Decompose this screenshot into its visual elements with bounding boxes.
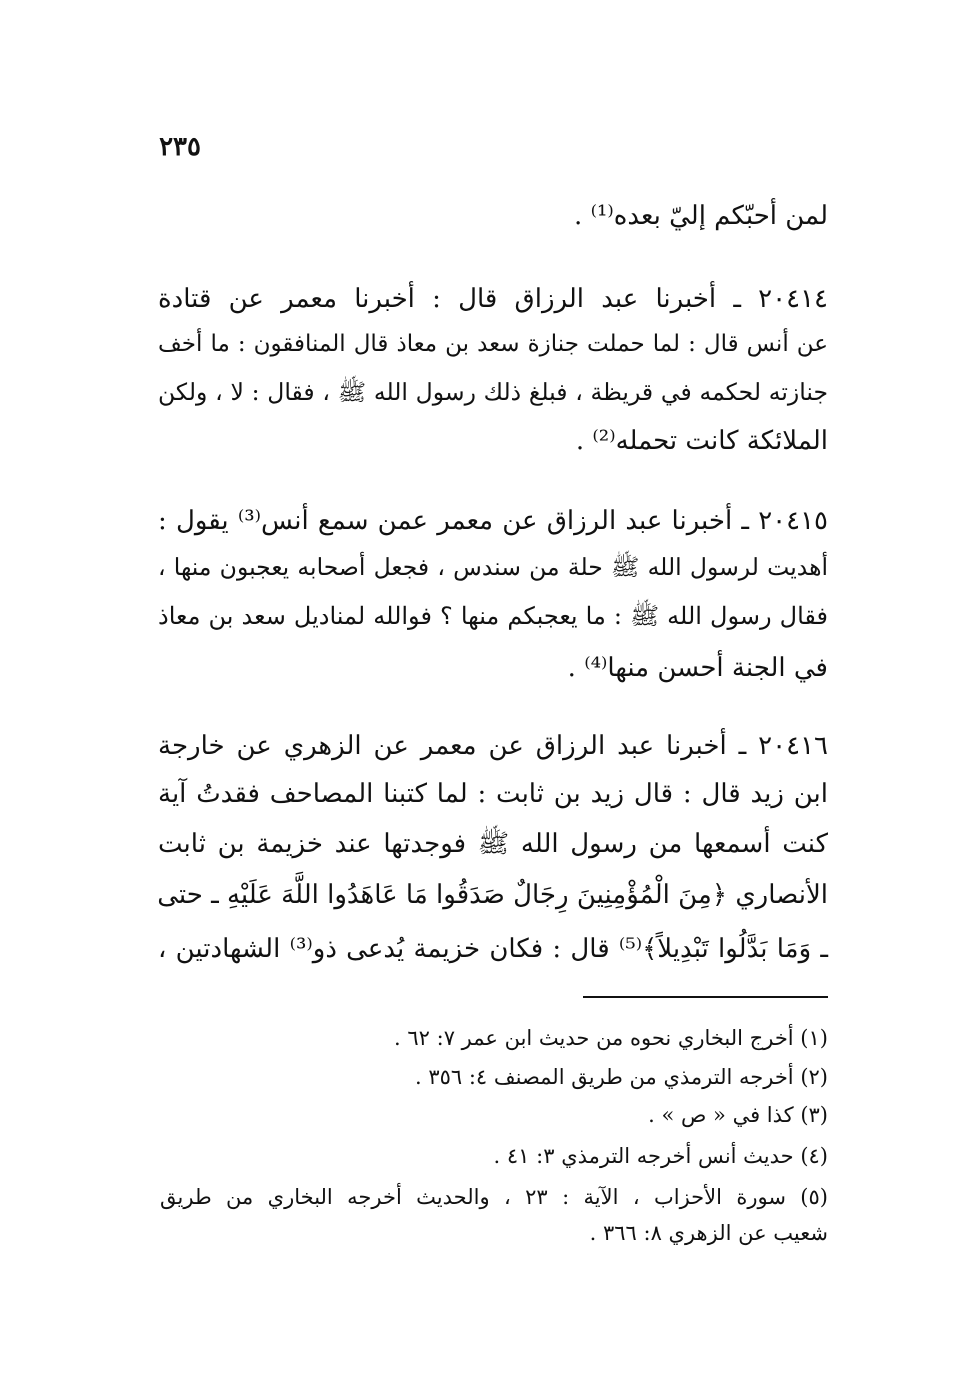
footnote: (١) أخرج البخاري نحوه من حديث ابن عمر ٧: ٦٢ . (394, 1026, 828, 1050)
page-number: ٢٣٥ (159, 132, 201, 162)
text-line: ٢٠٤١٥ ـ أخبرنا عبد الرزاق عن معمر عمن سمع أنس⁽³⁾ يقول : (158, 506, 829, 536)
text-line: في الجنة أحسن منها⁽⁴⁾ . (567, 653, 828, 683)
text-line: الأنصاري ﴿مِنَ الْمُؤْمِنِينَ رِجَالٌ صَدَقُوا مَا عَاهَدُوا اللَّهَ عَلَيْهِ ـ حتى (157, 880, 828, 910)
text-line: جنازته لحكمه في قريظة ، فبلغ ذلك رسول الله ﷺ ، فقال : لا ، ولكن (158, 378, 828, 406)
text-line: لمن أحبّكم إليّ بعده⁽¹⁾ . (574, 201, 828, 231)
footnote-continuation: شعيب عن الزهري ٨: ٣٦٦ . (589, 1221, 828, 1245)
text-line: أهديت لرسول الله ﷺ حلة من سندس ، فجعل أصحابه يعجبون منها ، (158, 553, 828, 581)
text-line: ـ وَمَا بَدَّلُوا تَبْدِيلاً﴾⁽⁵⁾ قال : فكان خزيمة يُدعى ذو⁽³⁾ الشهادتين ، (158, 934, 828, 964)
text-line: كنت أسمعها من رسول الله ﷺ فوجدتها عند خزيمة بن ثابت (158, 829, 828, 859)
text-line: عن أنس قال : لما حملت جنازة سعد بن معاذ قال المنافقون : ما أخف (158, 331, 828, 357)
footnote: (٤) حديث أنس أخرجه الترمذي ٣: ٤١ . (493, 1144, 828, 1168)
text-line: ٢٠٤١٤ ـ أخبرنا عبد الرزاق قال : أخبرنا معمر عن قتادة (158, 284, 828, 314)
footnote: (٣) كذا في « ص » . (648, 1103, 828, 1127)
footnote: (٢) أخرجه الترمذي من طريق المصنف ٤: ٣٥٦ . (414, 1065, 828, 1089)
continuation-paragraph (158, 203, 828, 229)
footnote-separator (583, 996, 828, 998)
footnote: (٥) سورة الأحزاب ، الآية : ٢٣ ، والحديث أخرجه البخاري من طريق (160, 1185, 828, 1209)
text-line: ابن زيد قال : قال زيد بن ثابت : لما كتبنا المصاحف فقدتُ آية (158, 779, 828, 809)
text-line: الملائكة كانت تحمله⁽²⁾ . (575, 426, 828, 456)
text-line: ٢٠٤١٦ ـ أخبرنا عبد الرزاق عن معمر عن الزهري عن خارجة (158, 731, 828, 761)
text-line: فقال رسول الله ﷺ : ما يعجبكم منها ؟ فوالله لمناديل سعد بن معاذ (158, 602, 828, 630)
